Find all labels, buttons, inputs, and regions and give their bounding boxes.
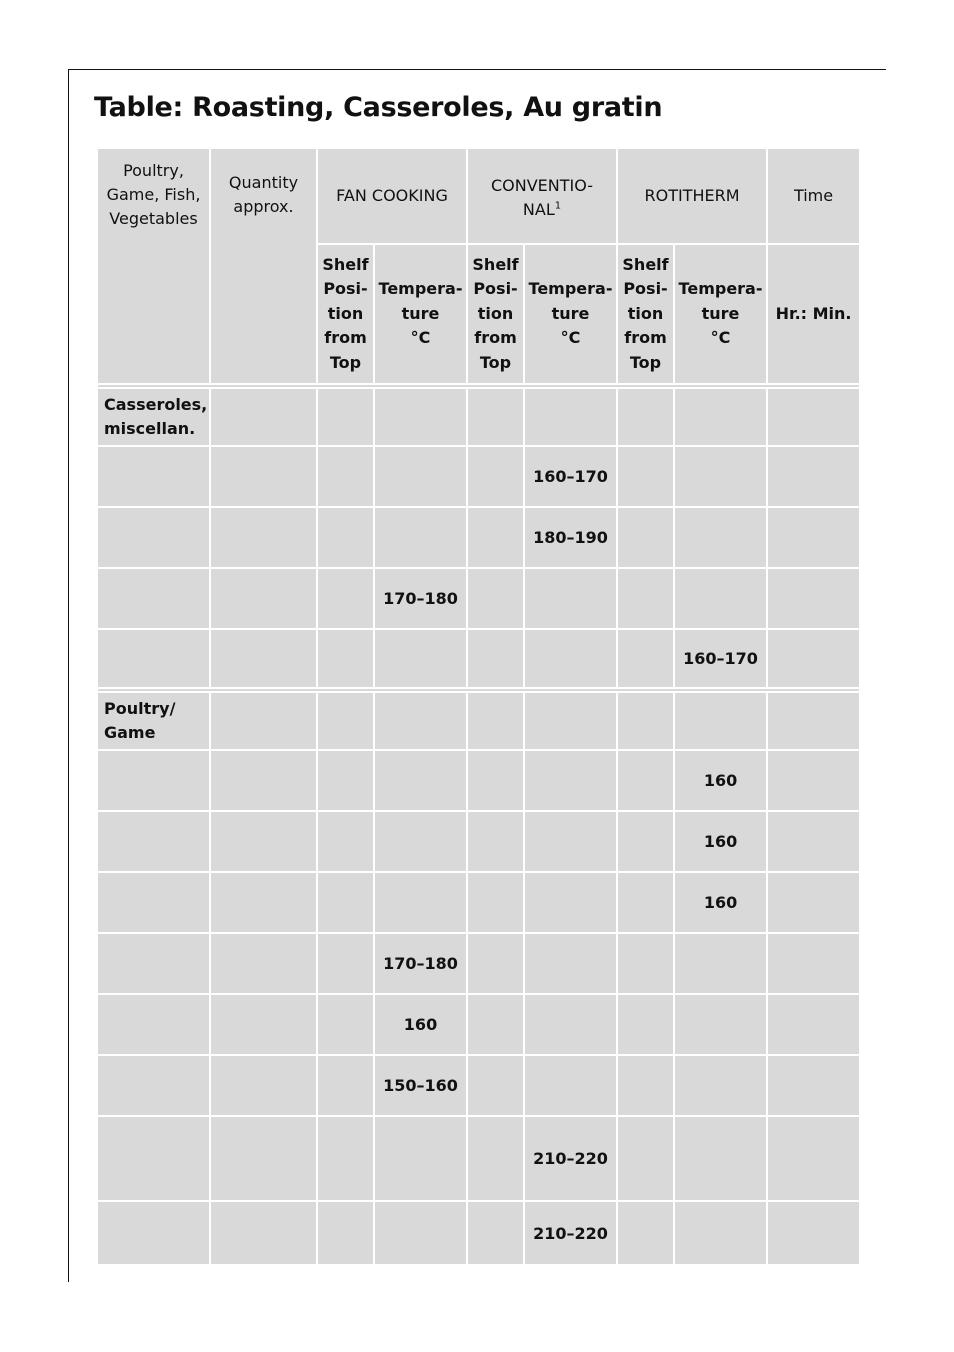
- header-temp-line: °C: [710, 328, 731, 348]
- cell-time: [767, 1201, 860, 1265]
- cell-fan-shelf: [317, 629, 374, 688]
- cell-roti-shelf: [617, 811, 674, 872]
- header-shelf-line: Shelf: [472, 254, 519, 274]
- header-conv-temp: [524, 244, 617, 384]
- header-quantity: [210, 148, 317, 384]
- cell-quantity: [210, 692, 317, 750]
- header-quantity-line: approx.: [233, 197, 294, 216]
- cell-quantity: [210, 994, 317, 1055]
- header-temp-line: Tempera-: [378, 279, 463, 299]
- cell-time: [767, 872, 860, 933]
- cell-fan-temp: 170–180: [374, 568, 467, 629]
- cell-conv-shelf: [467, 1116, 524, 1201]
- cell-time: [767, 750, 860, 811]
- cell-conv-shelf: [467, 507, 524, 568]
- table-row: [97, 994, 860, 1055]
- cell-fan-shelf: [317, 750, 374, 811]
- cell-conv-temp: 210–220: [524, 1116, 617, 1201]
- cell-category: [97, 1116, 210, 1201]
- cell-time: [767, 629, 860, 688]
- cell-conv-shelf: [467, 629, 524, 688]
- cell-roti-temp: [674, 1055, 767, 1116]
- cell-fan-shelf: [317, 1055, 374, 1116]
- cell-category: Poultry/ Game: [97, 692, 210, 750]
- cell-fan-shelf: [317, 388, 374, 446]
- cell-conv-shelf: [467, 568, 524, 629]
- roasting-table: [96, 147, 861, 1266]
- header-row-groups: [97, 148, 860, 244]
- header-time-unit: Hr.: Min.: [767, 244, 860, 384]
- cell-category: [97, 933, 210, 994]
- header-shelf-line: from: [474, 328, 517, 348]
- cell-fan-shelf: [317, 446, 374, 507]
- cell-quantity: [210, 750, 317, 811]
- header-conventional: [467, 148, 617, 244]
- header-shelf-line: from: [324, 328, 367, 348]
- cell-roti-shelf: [617, 568, 674, 629]
- cell-fan-temp: [374, 872, 467, 933]
- header-conventional-line: CONVENTIO-: [490, 176, 594, 195]
- header-shelf-line: Posi-: [323, 279, 368, 299]
- cell-conv-temp: [524, 750, 617, 811]
- cell-quantity: [210, 872, 317, 933]
- cell-roti-temp: [674, 1116, 767, 1201]
- cell-roti-shelf: [617, 1116, 674, 1201]
- header-temp-line: ture: [551, 303, 590, 323]
- cell-time: [767, 388, 860, 446]
- cell-roti-shelf: [617, 629, 674, 688]
- cell-time: [767, 446, 860, 507]
- table-row: [97, 1116, 860, 1201]
- header-food: [97, 148, 210, 384]
- cell-fan-temp: 150–160: [374, 1055, 467, 1116]
- cell-fan-temp: [374, 388, 467, 446]
- cell-roti-temp: [674, 568, 767, 629]
- cell-conv-temp: [524, 568, 617, 629]
- cell-conv-shelf: [467, 994, 524, 1055]
- cell-roti-temp: [674, 692, 767, 750]
- cell-fan-shelf: [317, 692, 374, 750]
- table-row: [97, 692, 860, 750]
- table-row: [97, 568, 860, 629]
- cell-fan-temp: 160: [374, 994, 467, 1055]
- cell-conv-temp: 160–170: [524, 446, 617, 507]
- cell-fan-shelf: [317, 1201, 374, 1265]
- cell-time: [767, 507, 860, 568]
- header-temp-line: ture: [701, 303, 740, 323]
- cell-fan-temp: [374, 446, 467, 507]
- cell-quantity: [210, 446, 317, 507]
- table-row: [97, 811, 860, 872]
- cell-conv-shelf: [467, 446, 524, 507]
- table-row: [97, 507, 860, 568]
- cell-roti-temp: [674, 388, 767, 446]
- header-shelf-line: Top: [629, 352, 662, 372]
- cell-category: [97, 872, 210, 933]
- table-row: [97, 872, 860, 933]
- shelf-lines: [318, 253, 373, 376]
- table-row: [97, 1055, 860, 1116]
- cell-conv-shelf: [467, 1055, 524, 1116]
- page-title: Table: Roasting, Casseroles, Au gratin: [94, 92, 663, 123]
- cell-conv-temp: 180–190: [524, 507, 617, 568]
- header-shelf-line: Shelf: [322, 254, 369, 274]
- cell-category: [97, 629, 210, 688]
- cell-conv-temp: [524, 994, 617, 1055]
- cell-fan-temp: 170–180: [374, 933, 467, 994]
- cell-time: [767, 568, 860, 629]
- header-temp-line: ture: [401, 303, 440, 323]
- header-quantity-line: Quantity: [228, 173, 299, 192]
- cell-conv-shelf: [467, 933, 524, 994]
- header-shelf-line: tion: [477, 303, 514, 323]
- cell-category: [97, 811, 210, 872]
- header-fan-cooking: FAN COOKING: [317, 148, 467, 244]
- cell-roti-temp: 160: [674, 872, 767, 933]
- header-conventional-text: NAL: [522, 200, 555, 219]
- table-row: [97, 388, 860, 446]
- cell-time: [767, 692, 860, 750]
- cell-roti-temp: [674, 933, 767, 994]
- cell-quantity: [210, 1055, 317, 1116]
- cell-roti-shelf: [617, 446, 674, 507]
- table-row: [97, 629, 860, 688]
- header-food-line: Game, Fish,: [106, 185, 201, 204]
- header-roti-shelf: [617, 244, 674, 384]
- table-row: [97, 750, 860, 811]
- cell-conv-temp: 210–220: [524, 1201, 617, 1265]
- cell-fan-shelf: [317, 811, 374, 872]
- cell-conv-temp: [524, 933, 617, 994]
- cell-quantity: [210, 568, 317, 629]
- cell-fan-temp: [374, 629, 467, 688]
- cell-category: [97, 568, 210, 629]
- cell-category: [97, 750, 210, 811]
- cell-category: [97, 507, 210, 568]
- header-conv-shelf: [467, 244, 524, 384]
- cell-conv-shelf: [467, 811, 524, 872]
- cell-category: [97, 1055, 210, 1116]
- cell-conv-temp: [524, 1055, 617, 1116]
- cell-conv-temp: [524, 388, 617, 446]
- cell-fan-shelf: [317, 1116, 374, 1201]
- cell-quantity: [210, 1116, 317, 1201]
- cell-time: [767, 1116, 860, 1201]
- cell-time: [767, 994, 860, 1055]
- cell-quantity: [210, 507, 317, 568]
- cell-time: [767, 1055, 860, 1116]
- cell-conv-temp: [524, 811, 617, 872]
- left-rule: [68, 69, 69, 1282]
- footnote-marker: 1: [554, 200, 562, 212]
- table-row: [97, 933, 860, 994]
- cell-roti-temp: [674, 446, 767, 507]
- cell-fan-temp: [374, 750, 467, 811]
- cell-category: [97, 994, 210, 1055]
- header-fan-shelf: [317, 244, 374, 384]
- header-shelf-line: Shelf: [622, 254, 669, 274]
- header-shelf-line: Top: [479, 352, 512, 372]
- header-temp-line: °C: [560, 328, 581, 348]
- header-shelf-line: tion: [627, 303, 664, 323]
- cell-fan-shelf: [317, 568, 374, 629]
- cell-roti-shelf: [617, 1055, 674, 1116]
- cell-time: [767, 811, 860, 872]
- cell-quantity: [210, 1201, 317, 1265]
- header-food-line: Poultry,: [123, 161, 184, 180]
- cell-conv-shelf: [467, 1201, 524, 1265]
- header-food-line: Vegetables: [109, 209, 198, 228]
- header-temp-line: Tempera-: [528, 279, 613, 299]
- cell-conv-shelf: [467, 750, 524, 811]
- cell-fan-temp: [374, 507, 467, 568]
- cell-roti-temp: [674, 1201, 767, 1265]
- cell-conv-temp: [524, 629, 617, 688]
- cell-fan-temp: [374, 1201, 467, 1265]
- header-shelf-line: from: [624, 328, 667, 348]
- cell-conv-shelf: [467, 692, 524, 750]
- cell-time: [767, 933, 860, 994]
- temp-lines: [675, 277, 766, 351]
- cell-conv-shelf: [467, 388, 524, 446]
- cell-quantity: [210, 388, 317, 446]
- cell-roti-shelf: [617, 692, 674, 750]
- cell-quantity: [210, 629, 317, 688]
- header-temp-line: °C: [410, 328, 431, 348]
- cell-fan-shelf: [317, 507, 374, 568]
- shelf-lines: [618, 253, 673, 376]
- cell-roti-shelf: [617, 388, 674, 446]
- cell-roti-temp: 160–170: [674, 629, 767, 688]
- cell-fan-temp: [374, 811, 467, 872]
- table-row: [97, 1201, 860, 1265]
- header-roti-temp: [674, 244, 767, 384]
- cell-fan-shelf: [317, 994, 374, 1055]
- cell-roti-shelf: [617, 750, 674, 811]
- cell-quantity: [210, 811, 317, 872]
- cell-fan-shelf: [317, 872, 374, 933]
- header-shelf-line: Posi-: [473, 279, 518, 299]
- cell-conv-temp: [524, 692, 617, 750]
- header-conventional-line: [468, 198, 616, 222]
- cell-roti-temp: 160: [674, 750, 767, 811]
- cell-roti-shelf: [617, 507, 674, 568]
- cell-category: Casseroles, miscellan.: [97, 388, 210, 446]
- header-temp-line: Tempera-: [678, 279, 763, 299]
- cell-roti-shelf: [617, 994, 674, 1055]
- cell-roti-temp: [674, 507, 767, 568]
- cell-roti-temp: 160: [674, 811, 767, 872]
- cell-roti-temp: [674, 994, 767, 1055]
- shelf-lines: [468, 253, 523, 376]
- temp-lines: [525, 277, 616, 351]
- header-rotitherm: ROTITHERM: [617, 148, 767, 244]
- cell-fan-temp: [374, 692, 467, 750]
- top-rule: [68, 69, 886, 70]
- cell-roti-shelf: [617, 872, 674, 933]
- cell-fan-shelf: [317, 933, 374, 994]
- table-row: [97, 446, 860, 507]
- header-shelf-line: tion: [327, 303, 364, 323]
- cell-category: [97, 446, 210, 507]
- cell-roti-shelf: [617, 933, 674, 994]
- cell-conv-temp: [524, 872, 617, 933]
- cell-conv-shelf: [467, 872, 524, 933]
- temp-lines: [375, 277, 466, 351]
- header-shelf-line: Top: [329, 352, 362, 372]
- cell-fan-temp: [374, 1116, 467, 1201]
- cell-quantity: [210, 933, 317, 994]
- cell-roti-shelf: [617, 1201, 674, 1265]
- header-shelf-line: Posi-: [623, 279, 668, 299]
- header-time: Time: [767, 148, 860, 244]
- header-fan-temp: [374, 244, 467, 384]
- cell-category: [97, 1201, 210, 1265]
